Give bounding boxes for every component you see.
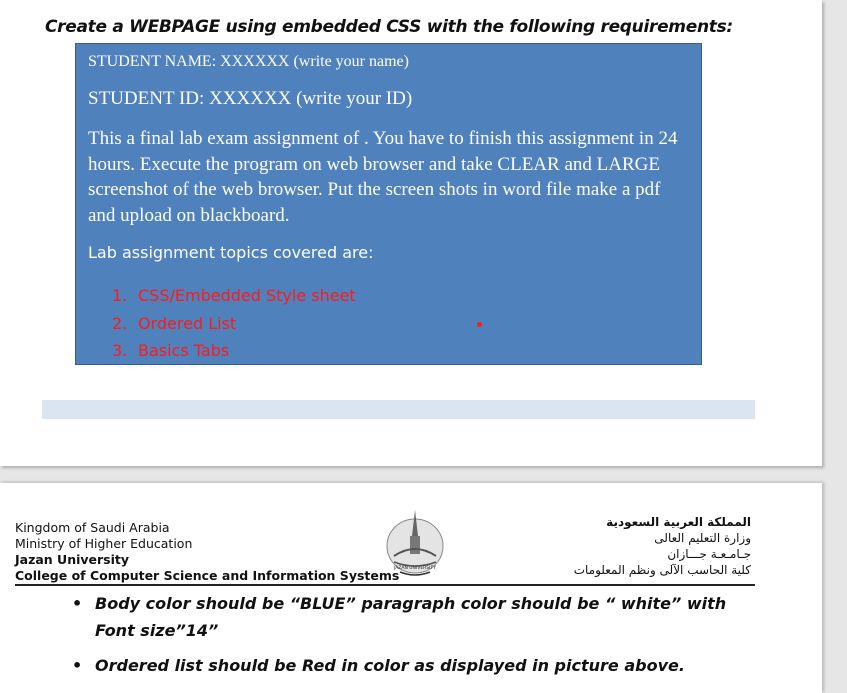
assignment-box <box>75 43 702 365</box>
assignment-heading: Create a WEBPAGE using embedded CSS with the following requirements: <box>45 17 733 37</box>
letterhead-english: Kingdom of Saudi Arabia Ministry of Higher Education Jazan University College of Computer Science and Information Systems <box>15 520 400 583</box>
student-name-line: STUDENT NAME: XXXXXX (write your name) <box>88 53 409 70</box>
stray-red-dot <box>477 322 482 327</box>
topics-intro: Lab assignment topics covered are: <box>88 243 374 262</box>
list-item: 1. CSS/Embedded Style sheet <box>112 286 356 305</box>
logo-caption: JAZAN UNIVERSITY <box>393 566 437 571</box>
requirements-list <box>72 590 752 679</box>
list-item: • Ordered list should be Red in color as displayed in picture above. <box>72 656 685 675</box>
letterhead-arabic: المملكة العربية السعودية وزارة التعليم العالى جـامـعـة جـــازان كلية الحاسب الآلى ونظم المعلومات <box>573 515 751 577</box>
shaded-strip <box>42 400 755 419</box>
topics-list <box>112 282 356 365</box>
list-item: 2. Ordered List <box>112 313 237 333</box>
assignment-paragraph: This a final lab exam assignment of . You have to finish this assignment in 24 hours. Execute the program on web browser and take CLEAR and LARGE screenshot of the web browser. Put the screen shots in word file make a pdf and upload on blackboard. <box>88 128 678 226</box>
list-item: 3. Basics Tabs <box>112 341 230 360</box>
list-item: • Body color should be “BLUE” paragraph color should be “ white” with Font size”14” <box>72 594 727 640</box>
letterhead-rule <box>15 584 755 586</box>
university-logo-icon <box>380 506 450 580</box>
student-id-line: STUDENT ID: XXXXXX (write your ID) <box>88 88 413 109</box>
